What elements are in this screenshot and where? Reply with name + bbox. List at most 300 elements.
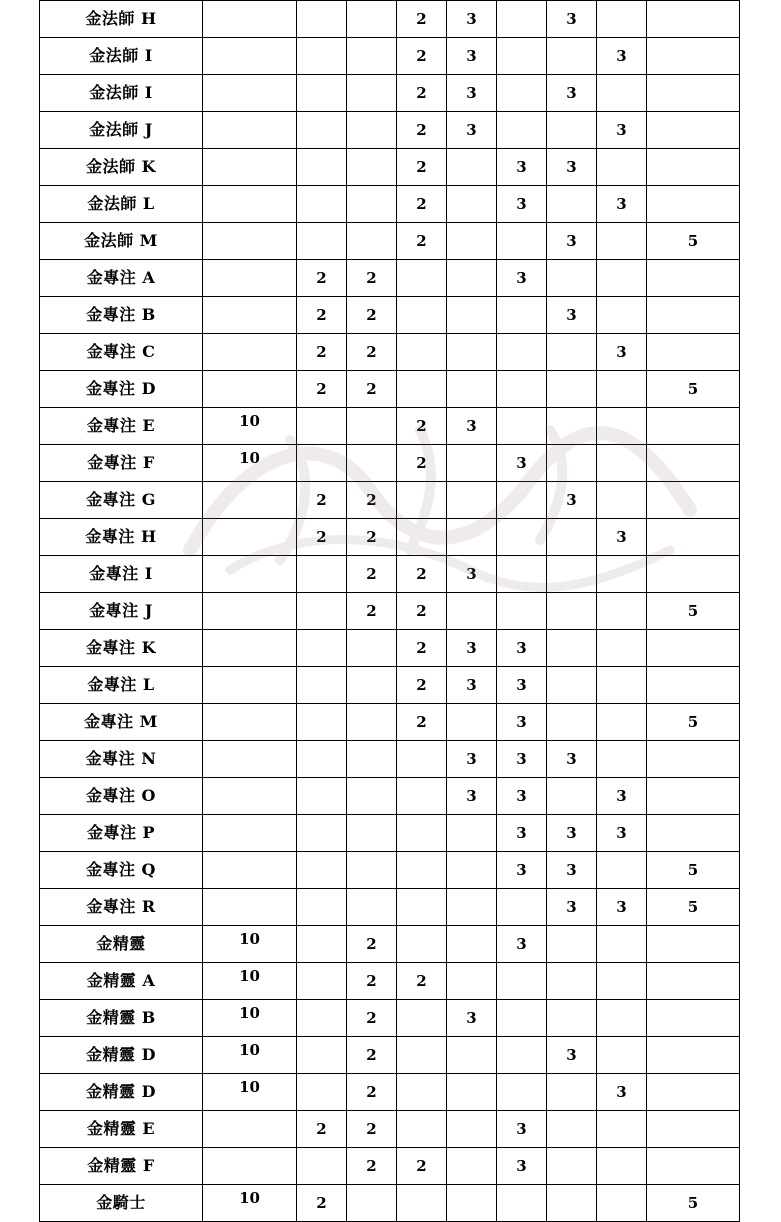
value-cell: 2	[397, 223, 447, 260]
value-cell: 3	[547, 1, 597, 38]
value-cell: 5	[647, 593, 740, 630]
value-cell	[297, 1, 347, 38]
value-cell: 2	[347, 1148, 397, 1185]
value-cell	[447, 186, 497, 223]
value-cell	[647, 1074, 740, 1111]
value-cell: 3	[597, 778, 647, 815]
row-name-cell: 金專注 J	[40, 593, 203, 630]
value-cell: 2	[297, 371, 347, 408]
value-cell: 5	[647, 852, 740, 889]
data-table	[39, 0, 740, 1222]
value-cell	[447, 297, 497, 334]
value-cell	[597, 149, 647, 186]
value-cell	[397, 815, 447, 852]
value-cell	[447, 482, 497, 519]
value-cell	[203, 815, 297, 852]
value-cell	[597, 593, 647, 630]
value-cell	[597, 75, 647, 112]
value-cell: 3	[497, 1111, 547, 1148]
value-cell	[497, 519, 547, 556]
value-cell	[447, 593, 497, 630]
value-cell	[497, 297, 547, 334]
value-cell	[347, 852, 397, 889]
value-cell	[397, 1111, 447, 1148]
value-cell	[447, 260, 497, 297]
table-row	[40, 1037, 740, 1074]
value-cell	[447, 704, 497, 741]
row-name-cell: 金專注 E	[40, 408, 203, 445]
value-cell: 2	[297, 1185, 347, 1222]
value-cell: 2	[397, 38, 447, 75]
table-row	[40, 260, 740, 297]
value-cell: 3	[447, 1, 497, 38]
value-cell	[647, 334, 740, 371]
value-cell	[447, 926, 497, 963]
value-cell: 10	[203, 963, 297, 1000]
value-cell: 2	[347, 371, 397, 408]
value-cell	[203, 704, 297, 741]
value-cell	[347, 667, 397, 704]
table-row	[40, 75, 740, 112]
value-cell	[497, 1185, 547, 1222]
value-cell: 2	[297, 482, 347, 519]
value-cell	[397, 334, 447, 371]
value-cell	[547, 408, 597, 445]
value-cell	[497, 963, 547, 1000]
value-cell	[397, 926, 447, 963]
value-cell	[497, 556, 547, 593]
value-cell	[497, 371, 547, 408]
row-name-cell: 金專注 F	[40, 445, 203, 482]
table-row	[40, 38, 740, 75]
row-name-cell: 金專注 M	[40, 704, 203, 741]
value-cell	[297, 778, 347, 815]
value-cell	[447, 445, 497, 482]
value-cell	[547, 630, 597, 667]
value-cell: 2	[397, 593, 447, 630]
value-cell	[297, 1037, 347, 1074]
value-cell	[547, 667, 597, 704]
value-cell	[647, 1111, 740, 1148]
value-cell	[203, 297, 297, 334]
value-cell	[497, 889, 547, 926]
value-cell	[647, 297, 740, 334]
value-cell	[647, 445, 740, 482]
value-cell: 2	[347, 1037, 397, 1074]
value-cell: 3	[497, 778, 547, 815]
value-cell: 2	[397, 556, 447, 593]
value-cell	[547, 260, 597, 297]
value-cell: 3	[447, 408, 497, 445]
value-cell	[547, 704, 597, 741]
value-cell	[597, 1111, 647, 1148]
value-cell	[447, 963, 497, 1000]
value-cell: 3	[597, 186, 647, 223]
row-name-cell: 金專注 R	[40, 889, 203, 926]
value-cell	[203, 556, 297, 593]
value-cell: 3	[447, 556, 497, 593]
value-cell	[397, 852, 447, 889]
value-cell	[647, 630, 740, 667]
value-cell	[203, 741, 297, 778]
value-cell: 2	[347, 556, 397, 593]
value-cell	[647, 482, 740, 519]
value-cell	[597, 482, 647, 519]
value-cell	[203, 630, 297, 667]
value-cell	[547, 1185, 597, 1222]
table-body	[40, 1, 740, 1222]
value-cell	[297, 815, 347, 852]
value-cell	[347, 38, 397, 75]
value-cell	[547, 371, 597, 408]
value-cell	[547, 593, 597, 630]
value-cell	[497, 112, 547, 149]
value-cell	[297, 1148, 347, 1185]
value-cell	[597, 630, 647, 667]
value-cell	[547, 556, 597, 593]
value-cell	[297, 186, 347, 223]
value-cell	[447, 334, 497, 371]
value-cell	[647, 1, 740, 38]
value-cell	[347, 186, 397, 223]
row-name-cell: 金專注 H	[40, 519, 203, 556]
value-cell	[397, 297, 447, 334]
value-cell	[203, 149, 297, 186]
table-row	[40, 445, 740, 482]
value-cell	[203, 334, 297, 371]
row-name-cell: 金精靈 B	[40, 1000, 203, 1037]
value-cell	[597, 1, 647, 38]
value-cell	[347, 630, 397, 667]
value-cell	[547, 1074, 597, 1111]
row-name-cell: 金精靈 F	[40, 1148, 203, 1185]
value-cell	[447, 223, 497, 260]
value-cell	[297, 556, 347, 593]
value-cell	[297, 963, 347, 1000]
value-cell: 3	[547, 223, 597, 260]
value-cell	[347, 112, 397, 149]
table-row	[40, 593, 740, 630]
value-cell: 3	[547, 815, 597, 852]
table-row	[40, 149, 740, 186]
value-cell	[597, 926, 647, 963]
value-cell: 2	[397, 112, 447, 149]
value-cell	[297, 741, 347, 778]
value-cell: 3	[497, 630, 547, 667]
value-cell: 3	[497, 815, 547, 852]
value-cell	[647, 667, 740, 704]
row-name-cell: 金專注 A	[40, 260, 203, 297]
value-cell: 2	[297, 519, 347, 556]
value-cell: 2	[297, 297, 347, 334]
value-cell	[547, 38, 597, 75]
value-cell	[347, 741, 397, 778]
value-cell	[397, 1185, 447, 1222]
row-name-cell: 金專注 N	[40, 741, 203, 778]
row-name-cell: 金專注 O	[40, 778, 203, 815]
value-cell: 3	[547, 297, 597, 334]
value-cell	[203, 371, 297, 408]
table-row	[40, 630, 740, 667]
value-cell	[297, 408, 347, 445]
value-cell	[647, 186, 740, 223]
value-cell	[497, 75, 547, 112]
value-cell	[203, 889, 297, 926]
value-cell: 10	[203, 1074, 297, 1111]
value-cell: 5	[647, 889, 740, 926]
value-cell: 3	[497, 445, 547, 482]
value-cell	[447, 1111, 497, 1148]
value-cell	[497, 482, 547, 519]
value-cell	[297, 593, 347, 630]
value-cell	[547, 186, 597, 223]
value-cell	[497, 593, 547, 630]
value-cell: 3	[547, 149, 597, 186]
value-cell	[297, 1074, 347, 1111]
row-name-cell: 金專注 P	[40, 815, 203, 852]
value-cell: 5	[647, 1185, 740, 1222]
value-cell	[547, 778, 597, 815]
table-row	[40, 1, 740, 38]
value-cell: 2	[397, 704, 447, 741]
value-cell	[547, 1000, 597, 1037]
value-cell	[647, 926, 740, 963]
value-cell	[597, 408, 647, 445]
value-cell	[597, 963, 647, 1000]
value-cell: 2	[397, 186, 447, 223]
value-cell: 3	[497, 704, 547, 741]
value-cell	[647, 75, 740, 112]
value-cell	[647, 1000, 740, 1037]
value-cell	[597, 667, 647, 704]
value-cell	[647, 556, 740, 593]
value-cell: 2	[397, 75, 447, 112]
table-row	[40, 297, 740, 334]
value-cell: 3	[497, 1148, 547, 1185]
page-content	[39, 0, 740, 1222]
value-cell	[203, 482, 297, 519]
value-cell	[647, 778, 740, 815]
value-cell	[597, 1037, 647, 1074]
value-cell: 2	[347, 1111, 397, 1148]
value-cell	[203, 593, 297, 630]
row-name-cell: 金精靈 E	[40, 1111, 203, 1148]
value-cell: 2	[347, 1074, 397, 1111]
value-cell	[203, 778, 297, 815]
value-cell: 2	[347, 963, 397, 1000]
value-cell	[447, 149, 497, 186]
value-cell	[397, 1000, 447, 1037]
table-row	[40, 1074, 740, 1111]
value-cell	[203, 667, 297, 704]
value-cell	[203, 38, 297, 75]
value-cell: 2	[347, 482, 397, 519]
value-cell: 3	[597, 1074, 647, 1111]
value-cell	[497, 1000, 547, 1037]
table-row	[40, 556, 740, 593]
value-cell: 3	[597, 334, 647, 371]
value-cell: 3	[497, 260, 547, 297]
value-cell: 3	[447, 1000, 497, 1037]
table-row	[40, 667, 740, 704]
table-row	[40, 186, 740, 223]
value-cell: 3	[497, 926, 547, 963]
row-name-cell: 金法師 K	[40, 149, 203, 186]
value-cell	[647, 1037, 740, 1074]
value-cell: 3	[447, 38, 497, 75]
value-cell: 2	[347, 1000, 397, 1037]
table-row	[40, 408, 740, 445]
value-cell	[297, 889, 347, 926]
value-cell	[297, 630, 347, 667]
table-row	[40, 741, 740, 778]
value-cell	[203, 186, 297, 223]
value-cell: 2	[347, 519, 397, 556]
value-cell	[297, 112, 347, 149]
value-cell: 5	[647, 223, 740, 260]
value-cell	[547, 1111, 597, 1148]
value-cell	[597, 704, 647, 741]
value-cell	[447, 1185, 497, 1222]
table-row	[40, 482, 740, 519]
row-name-cell: 金專注 G	[40, 482, 203, 519]
value-cell	[647, 519, 740, 556]
table-row	[40, 1111, 740, 1148]
value-cell: 3	[497, 852, 547, 889]
value-cell	[347, 1185, 397, 1222]
value-cell	[647, 260, 740, 297]
value-cell	[647, 149, 740, 186]
value-cell	[497, 334, 547, 371]
value-cell: 2	[347, 297, 397, 334]
value-cell: 3	[597, 889, 647, 926]
value-cell	[397, 889, 447, 926]
value-cell: 3	[547, 75, 597, 112]
value-cell	[647, 408, 740, 445]
value-cell	[447, 519, 497, 556]
value-cell: 3	[547, 741, 597, 778]
table-row	[40, 1000, 740, 1037]
value-cell: 10	[203, 445, 297, 482]
value-cell	[597, 1148, 647, 1185]
table-row	[40, 926, 740, 963]
value-cell: 3	[447, 630, 497, 667]
row-name-cell: 金法師 I	[40, 38, 203, 75]
value-cell	[547, 963, 597, 1000]
row-name-cell: 金法師 H	[40, 1, 203, 38]
row-name-cell: 金法師 L	[40, 186, 203, 223]
value-cell: 2	[397, 408, 447, 445]
value-cell	[597, 260, 647, 297]
value-cell: 5	[647, 371, 740, 408]
row-name-cell: 金騎士	[40, 1185, 203, 1222]
value-cell	[297, 149, 347, 186]
value-cell	[347, 778, 397, 815]
value-cell	[597, 371, 647, 408]
value-cell	[397, 482, 447, 519]
value-cell	[347, 149, 397, 186]
value-cell: 2	[297, 260, 347, 297]
value-cell	[597, 1185, 647, 1222]
value-cell	[597, 556, 647, 593]
value-cell	[597, 741, 647, 778]
value-cell	[497, 1, 547, 38]
value-cell: 3	[547, 482, 597, 519]
value-cell	[347, 889, 397, 926]
value-cell	[447, 889, 497, 926]
table-row	[40, 778, 740, 815]
row-name-cell: 金精靈 D	[40, 1074, 203, 1111]
value-cell	[347, 815, 397, 852]
value-cell: 2	[397, 445, 447, 482]
value-cell	[597, 223, 647, 260]
value-cell	[297, 852, 347, 889]
value-cell	[203, 223, 297, 260]
table-row	[40, 704, 740, 741]
value-cell: 3	[597, 112, 647, 149]
value-cell	[297, 38, 347, 75]
value-cell: 2	[397, 1148, 447, 1185]
value-cell	[297, 75, 347, 112]
row-name-cell: 金專注 K	[40, 630, 203, 667]
value-cell	[397, 371, 447, 408]
value-cell	[203, 75, 297, 112]
value-cell	[497, 223, 547, 260]
table-row	[40, 371, 740, 408]
value-cell: 3	[547, 889, 597, 926]
value-cell	[347, 1, 397, 38]
value-cell: 3	[447, 112, 497, 149]
value-cell	[347, 408, 397, 445]
value-cell	[203, 112, 297, 149]
table-row	[40, 1185, 740, 1222]
value-cell	[297, 1000, 347, 1037]
row-name-cell: 金法師 I	[40, 75, 203, 112]
row-name-cell: 金專注 I	[40, 556, 203, 593]
value-cell	[497, 1037, 547, 1074]
value-cell	[597, 445, 647, 482]
value-cell	[547, 1148, 597, 1185]
value-cell	[397, 1074, 447, 1111]
value-cell	[397, 519, 447, 556]
table-row	[40, 963, 740, 1000]
row-name-cell: 金專注 Q	[40, 852, 203, 889]
table-row	[40, 334, 740, 371]
table-row	[40, 519, 740, 556]
value-cell: 2	[347, 593, 397, 630]
value-cell	[203, 1148, 297, 1185]
value-cell: 2	[397, 1, 447, 38]
value-cell	[497, 38, 547, 75]
value-cell	[397, 741, 447, 778]
value-cell: 2	[297, 1111, 347, 1148]
value-cell: 10	[203, 1185, 297, 1222]
value-cell: 3	[447, 667, 497, 704]
value-cell	[447, 371, 497, 408]
value-cell: 10	[203, 926, 297, 963]
value-cell: 3	[547, 1037, 597, 1074]
value-cell	[397, 260, 447, 297]
row-name-cell: 金專注 B	[40, 297, 203, 334]
value-cell: 3	[497, 149, 547, 186]
value-cell: 10	[203, 1000, 297, 1037]
value-cell	[547, 112, 597, 149]
value-cell: 3	[447, 778, 497, 815]
table-row	[40, 852, 740, 889]
value-cell	[597, 852, 647, 889]
row-name-cell: 金精靈 A	[40, 963, 203, 1000]
value-cell	[647, 1148, 740, 1185]
